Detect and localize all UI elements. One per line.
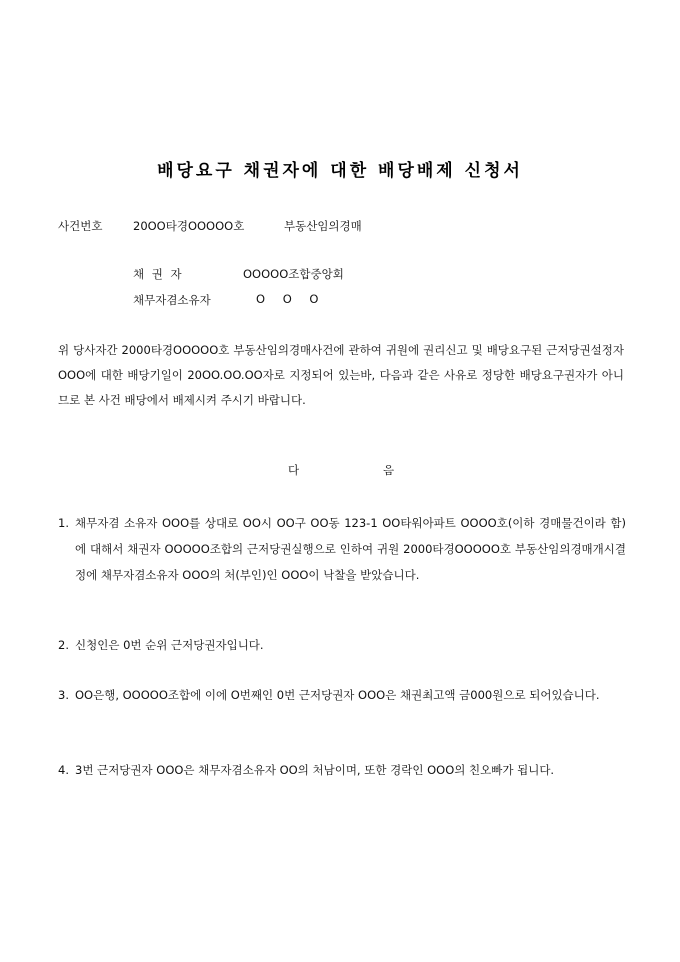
list-item	[58, 510, 626, 588]
list-item-text: 채무자겸 소유자 OOO를 상대로 OO시 OO구 OO동 123-1 OO타워아파트 OOOO호(이하 경매물건이라 함)에 대해서 채권자 OOOOO조합의 근저당권실행으로 인하여 귀원 2000타경OOOOO호 부동산임의경매개시결정에 채무자겸소유자 OOO의 처(부인)인 OOO이 낙찰을 받았습니다.	[75, 516, 626, 582]
case-number-value: 20OO타경OOOOO호	[133, 219, 245, 233]
list-item	[58, 632, 626, 658]
intro-paragraph: 위 당사자간 2000타경OOOOO호 부동산임의경매사건에 관하여 귀원에 권리신고 및 배당요구된 근저당권설정자 OOO에 대한 배당기일이 20OO.OO.OO자로 지정되어 있는바, 다음과 같은 사유로 정당한 배당요구권자가 아니므로 본 사건 배당에서 배제시켜 주시기 바랍니다.	[58, 343, 624, 407]
list-item	[58, 757, 626, 783]
list-item-number: 1.	[58, 516, 69, 530]
debtor-owner-label: 채무자겸소유자	[133, 293, 211, 307]
debtor-owner-value: O O O	[256, 292, 319, 306]
creditor-label: 채 권 자	[133, 267, 184, 281]
list-item-text: 3번 근저당권자 OOO은 채무자겸소유자 OO의 처남이며, 또한 경락인 OOO의 친오빠가 됩니다.	[75, 763, 555, 777]
list-item-number: 3.	[58, 688, 69, 702]
list-item-text: 신청인은 0번 순위 근저당권자입니다.	[75, 638, 264, 652]
case-number-label: 사건번호	[58, 219, 103, 233]
list-item-number: 4.	[58, 763, 69, 777]
creditor-value: OOOOO조합중앙회	[243, 267, 344, 281]
list-item	[58, 682, 626, 708]
heading-da: 다	[288, 463, 300, 477]
case-type: 부동산임의경매	[284, 219, 362, 233]
heading-eum: 음	[383, 463, 395, 477]
list-item-text: OO은행, OOOOO조합에 이에 O번째인 0번 근저당권자 OOO은 채권최고액 금000원으로 되어있습니다.	[75, 688, 600, 702]
list-item-number: 2.	[58, 638, 69, 652]
document-title: 배당요구 채권자에 대한 배당배제 신청서	[157, 161, 523, 181]
